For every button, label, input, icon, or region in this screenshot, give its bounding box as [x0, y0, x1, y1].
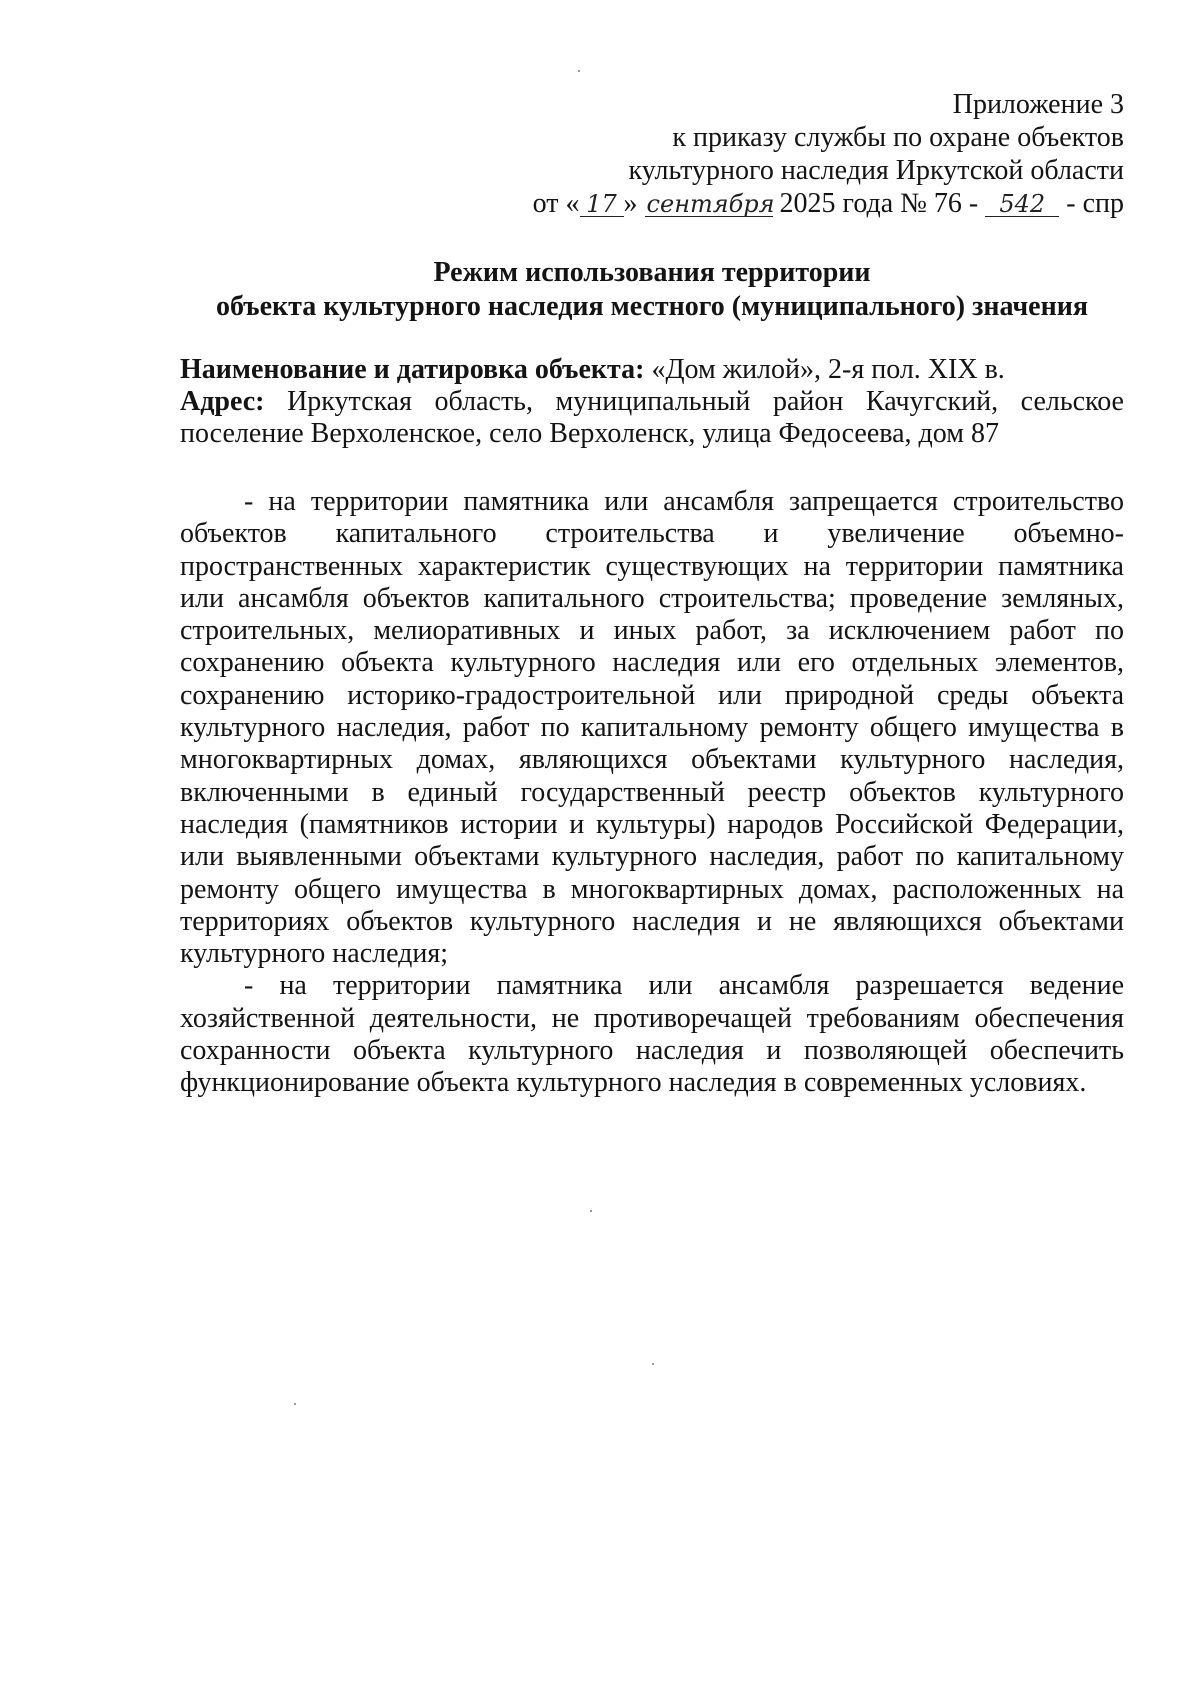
- regime-paragraph-permissions: - на территории памятника или ансамбля разрешается ведение хозяйственной деятельности, не противоречащей требованиям обеспечения сохранности объекта культурного наследия и позволяющей обеспечить функционирование объекта культурного наследия в современных условиях.: [180, 970, 1124, 1099]
- handwritten-day: 17: [580, 192, 624, 217]
- object-info: [180, 354, 1124, 450]
- appendix-header: [180, 88, 1124, 220]
- regime-body: [180, 486, 1124, 1100]
- object-address-label: Адрес:: [180, 386, 265, 417]
- object-name-value: «Дом жилой», 2-я пол. XIX в.: [651, 354, 1005, 385]
- document-title: [180, 256, 1124, 324]
- object-name-label: Наименование и датировка объекта:: [180, 354, 645, 385]
- order-suffix: - спр: [1066, 188, 1124, 219]
- handwritten-month: сентября: [646, 190, 775, 218]
- scan-speck: [652, 1363, 654, 1365]
- document-content: [180, 88, 1124, 1100]
- appendix-agency: культурного наследия Иркутской области: [628, 155, 1124, 186]
- appendix-order-date: [180, 187, 1124, 220]
- order-year-text: 2025 года № 76 -: [779, 188, 979, 219]
- object-address-row: [180, 386, 1124, 450]
- appendix-number: Приложение 3: [952, 89, 1124, 120]
- object-address-value: Иркутская область, муниципальный район Качугский, сельское поселение Верхоленское, село Верхоленск, улица Федосеева, дом 87: [180, 386, 1124, 449]
- handwritten-order-number: 542: [985, 192, 1059, 217]
- object-name-row: [180, 354, 1124, 386]
- scan-speck: [294, 1403, 296, 1405]
- title-line-1: Режим использования территории: [433, 257, 871, 288]
- scan-speck: [590, 1210, 592, 1212]
- appendix-order-ref: к приказу службы по охране объектов: [672, 122, 1124, 153]
- order-quote-close: »: [623, 188, 638, 219]
- title-line-2: объекта культурного наследия местного (муниципального) значения: [215, 291, 1089, 322]
- scan-speck: [578, 70, 580, 72]
- regime-paragraph-prohibitions: - на территории памятника или ансамбля запрещается строительство объектов капитального строительства и увеличение объемно-пространственных характеристик существующих на территории памятника или ансамбля объектов капитального строительства; проведение земляных, строительных, мелиоративных и иных работ, за исключением работ по сохранению объекта культурного наследия или его отдельных элементов, сохранению историко-градостроительной или природной среды объекта культурного наследия, работ по капитальному ремонту общего имущества в многоквартирных домах, являющихся объектами культурного наследия, включенными в единый государственный реестр объектов культурного наследия (памятников истории и культуры) народов Российской Федерации, или выявленными объектами культурного наследия, работ по капитальному ремонту общего имущества в многоквартирных домах, расположенных на территориях объектов культурного наследия и не являющихся объектами культурного наследия;: [180, 486, 1124, 970]
- order-prefix: от «: [532, 188, 580, 219]
